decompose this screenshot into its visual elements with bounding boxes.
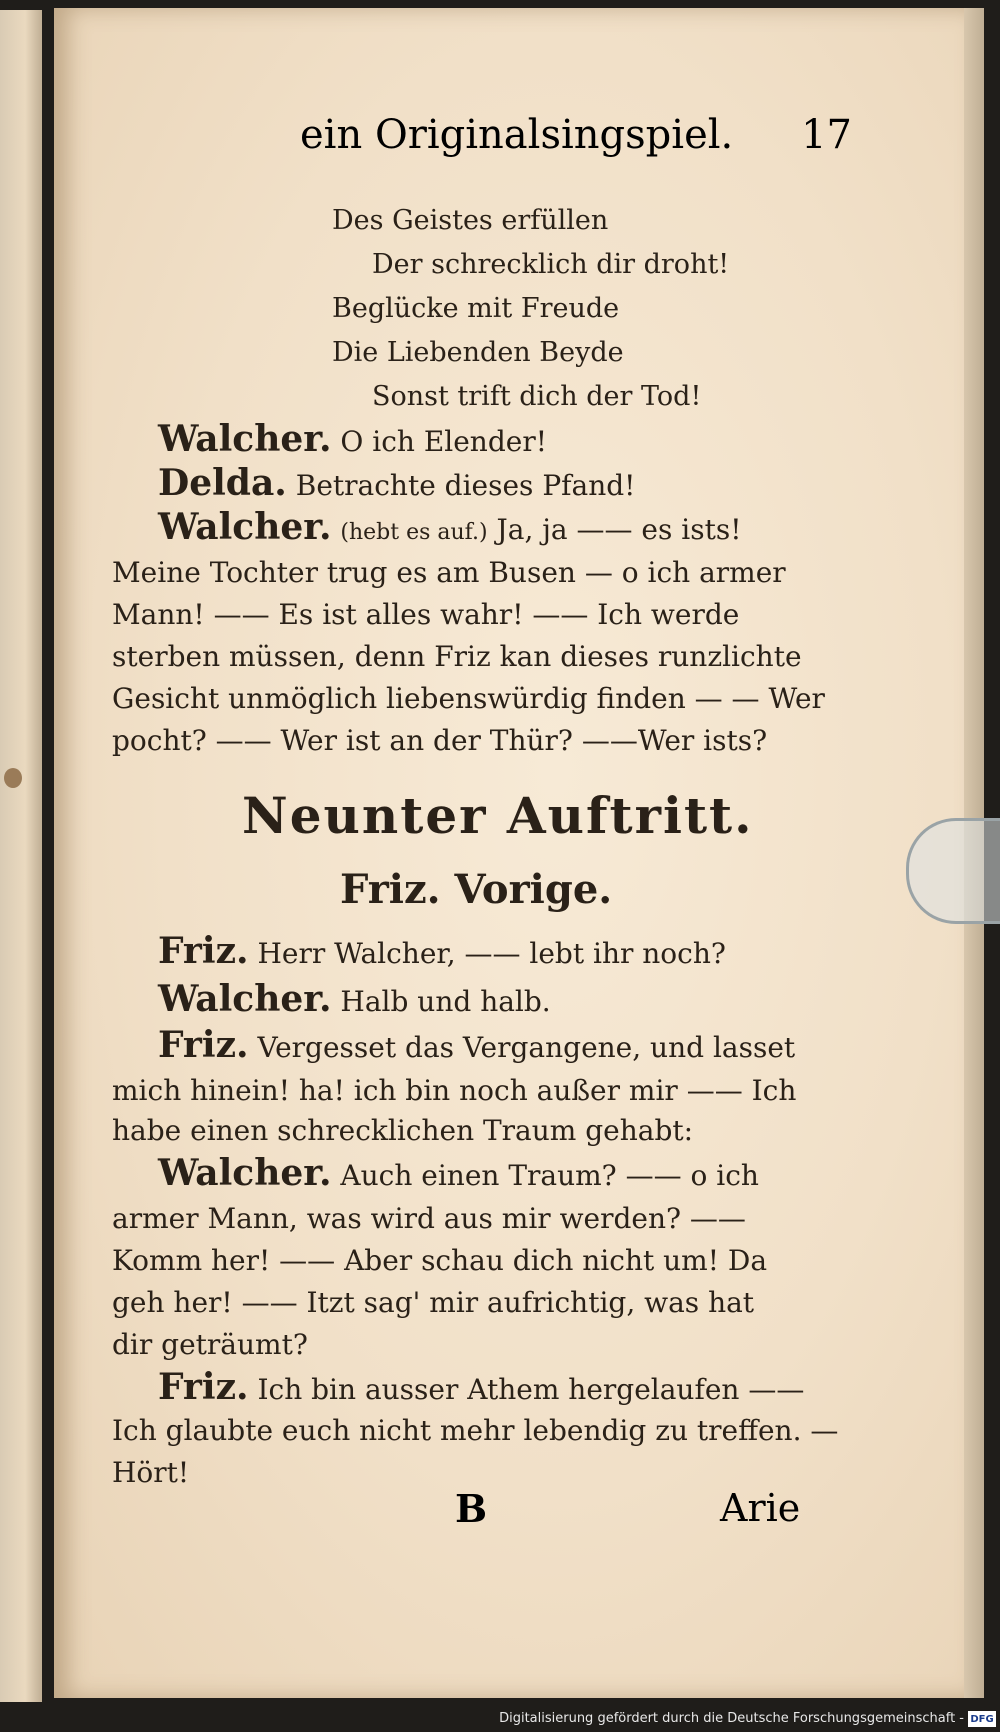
catchword: Arie (720, 1486, 801, 1530)
text-line (112, 682, 847, 715)
text-line (112, 598, 847, 631)
speaker-name: Friz. (158, 930, 249, 972)
text-line-content: sterben müssen, denn Friz kan dieses runzlichte (112, 640, 802, 673)
running-header (190, 112, 852, 172)
text-line (112, 1286, 847, 1319)
speech-text: Auch einen Traum? —— o ich (340, 1159, 759, 1192)
verse-line: Der schrecklich dir droht! (372, 249, 730, 280)
speaker-name: Walcher. (158, 1152, 332, 1194)
dialogue-line (158, 930, 726, 972)
funding-credit: Digitalisierung gefördert durch die Deutsche Forschungsgemeinschaft - (499, 1711, 964, 1726)
dfg-logo: DFG (968, 1711, 996, 1727)
text-line-content: geh her! —— Itzt sag' mir aufrichtig, was hat (112, 1286, 755, 1319)
dialogue-line (158, 462, 635, 504)
text-line-content: Meine Tochter trug es am Busen — o ich armer (112, 556, 786, 589)
speech-text: Vergesset das Vergangene, und lasset (257, 1031, 796, 1064)
speech-text: Betrachte dieses Pfand! (295, 469, 636, 502)
speaker-name: Delda. (158, 462, 287, 504)
speech-text: Ja, ja —— es ists! (496, 513, 742, 546)
speaker-name: Walcher. (158, 418, 332, 460)
text-line (112, 724, 847, 757)
stage-direction: (hebt es auf.) (340, 520, 488, 545)
text-line-content: Ich glaubte euch nicht mehr lebendig zu treffen. — (112, 1414, 839, 1447)
footer-bar (0, 1702, 1000, 1732)
speech-text: O ich Elender! (340, 425, 547, 458)
dialogue-line (158, 1366, 804, 1408)
verse-line: Des Geistes erfüllen (332, 205, 609, 236)
text-line-content: armer Mann, was wird aus mir werden? —— (112, 1202, 746, 1235)
speech-text: Ich bin ausser Athem hergelaufen —— (257, 1373, 805, 1406)
running-title: ein Originalsingspiel. (300, 112, 734, 158)
text-line-content: mich hinein! ha! ich bin noch außer mir —— Ich (112, 1074, 797, 1107)
dialogue-line (158, 418, 547, 460)
text-line: dir geträumt? (112, 1328, 308, 1361)
text-line (112, 1414, 847, 1447)
paper-clip (906, 818, 1000, 924)
dialogue-line (158, 1152, 759, 1194)
dialogue-line (158, 1024, 795, 1066)
text-line-content: pocht? —— Wer ist an der Thür? ——Wer ists? (112, 724, 768, 757)
text-line-content: Mann! —— Es ist alles wahr! —— Ich werde (112, 598, 740, 631)
speaker-name: Walcher. (158, 506, 332, 548)
verse-line: Die Liebenden Beyde (332, 337, 624, 368)
text-line-content: Komm her! —— Aber schau dich nicht um! Da (112, 1244, 768, 1277)
facing-page-edge (0, 10, 42, 1710)
text-line: Hört! (112, 1456, 190, 1489)
dialogue-line (158, 978, 551, 1020)
text-line (112, 556, 847, 589)
text-line: habe einen schrecklichen Traum gehabt: (112, 1114, 694, 1147)
text-line-content: Gesicht unmöglich liebenswürdig finden — — Wer (112, 682, 825, 715)
speaker-name: Walcher. (158, 978, 332, 1020)
speaker-name: Friz. (158, 1024, 249, 1066)
text-line (112, 1074, 847, 1107)
text-line (112, 1244, 847, 1277)
speech-text: Halb und halb. (340, 985, 551, 1018)
page-number: 17 (801, 112, 852, 158)
speech-text: Herr Walcher, —— lebt ihr noch? (257, 937, 726, 970)
scene-heading: Neunter Auftritt. (242, 786, 754, 845)
signature-mark: B (455, 1486, 488, 1531)
dialogue-line (158, 506, 741, 548)
verse-line: Sonst trift dich der Tod! (372, 381, 702, 412)
verse-line: Beglücke mit Freude (332, 293, 620, 324)
text-line (112, 640, 847, 673)
text-line (112, 1202, 847, 1235)
speaker-name: Friz. (158, 1366, 249, 1408)
stain-spot (4, 768, 22, 788)
scene-persons: Friz. Vorige. (340, 866, 613, 913)
